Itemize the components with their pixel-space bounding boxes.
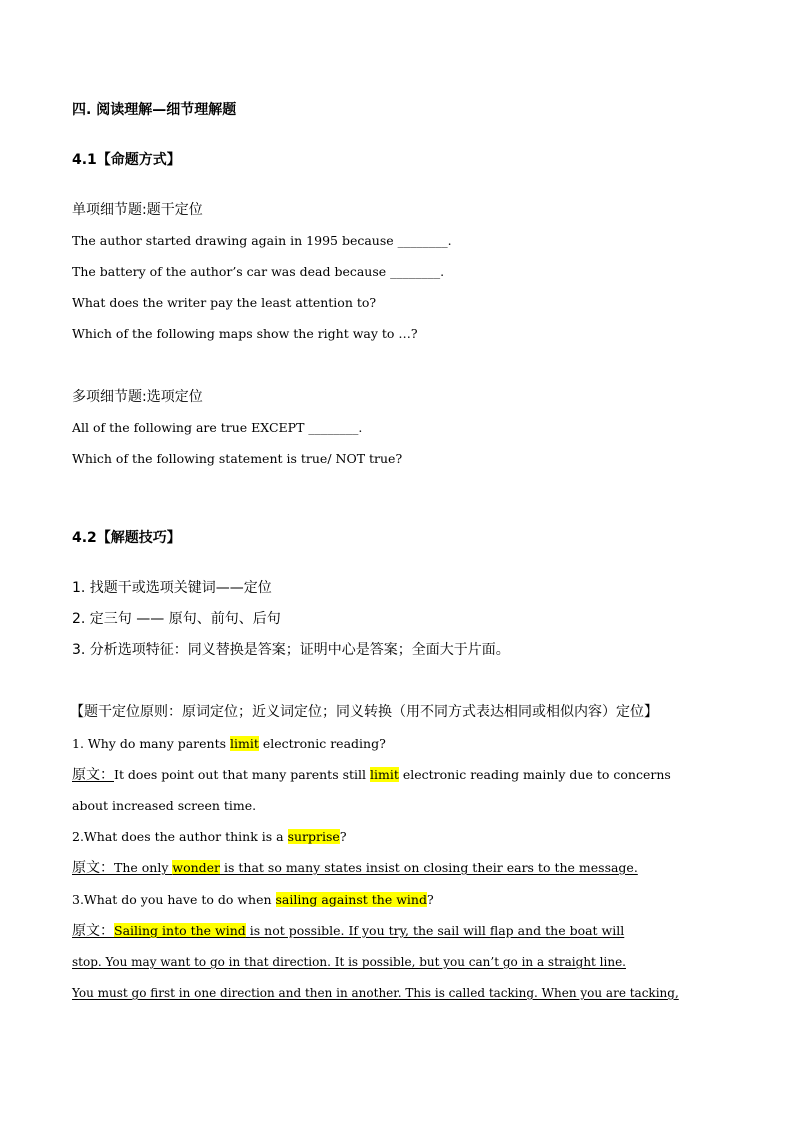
locating-principle: 【题干定位原则：原词定位；近义词定位；同义转换（用不同方式表达相同或相似内容）定位】: [70, 704, 658, 720]
step-1: 1. 找题干或选项关键词——定位: [72, 580, 272, 596]
section-title: 四. 阅读理解—细节理解题: [72, 102, 237, 118]
question-text: ?: [339, 829, 347, 844]
keyword-highlight: Sailing into the wind: [114, 923, 246, 938]
answer-text: is not possible. If you try, the sail will flap and the boat will: [245, 923, 625, 938]
multi-detail-label: 多项细节题:选项定位: [72, 389, 203, 405]
example-answer-1: [72, 766, 671, 784]
yuanwen-label: 原文：: [72, 860, 114, 876]
question-text: electronic reading?: [258, 736, 386, 751]
question-text: 3.What do you have to do when: [72, 892, 276, 907]
multi-item-1: All of the following are true EXCEPT ________.: [72, 420, 363, 435]
single-detail-label: 单项细节题:题干定位: [72, 202, 203, 218]
single-item-3: What does the writer pay the least attention to?: [72, 295, 377, 310]
question-text: 2.What does the author think is a: [72, 829, 288, 844]
example-answer-3-line-2: stop. You may want to go in that direction. It is possible, but you can’t go in a straight line.: [72, 955, 626, 969]
single-item-4: Which of the following maps show the right way to …?: [72, 326, 418, 341]
example-question-1: [72, 735, 386, 753]
example-question-2: [72, 828, 347, 846]
keyword-highlight: sailing against the wind: [275, 892, 427, 907]
example-answer-3: [72, 922, 624, 940]
example-question-3: [72, 891, 434, 909]
example-answer-2: [72, 859, 638, 877]
answer-text: is that so many states insist on closing their ears to the message.: [220, 860, 638, 875]
answer-text: The only: [114, 860, 173, 875]
answer-text: It does point out that many parents still: [114, 767, 370, 782]
question-text: 1. Why do many parents: [72, 736, 231, 751]
yuanwen-label: 原文：: [72, 767, 114, 783]
example-answer-3-line-3: You must go first in one direction and then in another. This is called tacking. When you are tacking,: [72, 986, 679, 1000]
single-item-1: The author started drawing again in 1995 because ________.: [72, 233, 452, 248]
single-item-2: The battery of the author’s car was dead because ________.: [72, 264, 445, 279]
heading-4-1: 4.1【命题方式】: [72, 152, 181, 168]
example-answer-1-cont: about increased screen time.: [72, 798, 257, 813]
keyword-highlight: surprise: [287, 829, 340, 844]
multi-item-2: Which of the following statement is true/ NOT true?: [72, 451, 403, 466]
keyword-highlight: limit: [370, 767, 399, 782]
step-2: 2. 定三句 —— 原句、前句、后句: [72, 611, 281, 627]
step-3: 3. 分析选项特征：同义替换是答案；证明中心是答案；全面大于片面。: [72, 642, 510, 658]
keyword-highlight: wonder: [172, 860, 221, 875]
question-text: ?: [426, 892, 434, 907]
heading-4-2: 4.2【解题技巧】: [72, 530, 181, 546]
yuanwen-label: 原文：: [72, 923, 114, 939]
keyword-highlight: limit: [230, 736, 259, 751]
answer-text: electronic reading mainly due to concerns: [398, 767, 671, 782]
